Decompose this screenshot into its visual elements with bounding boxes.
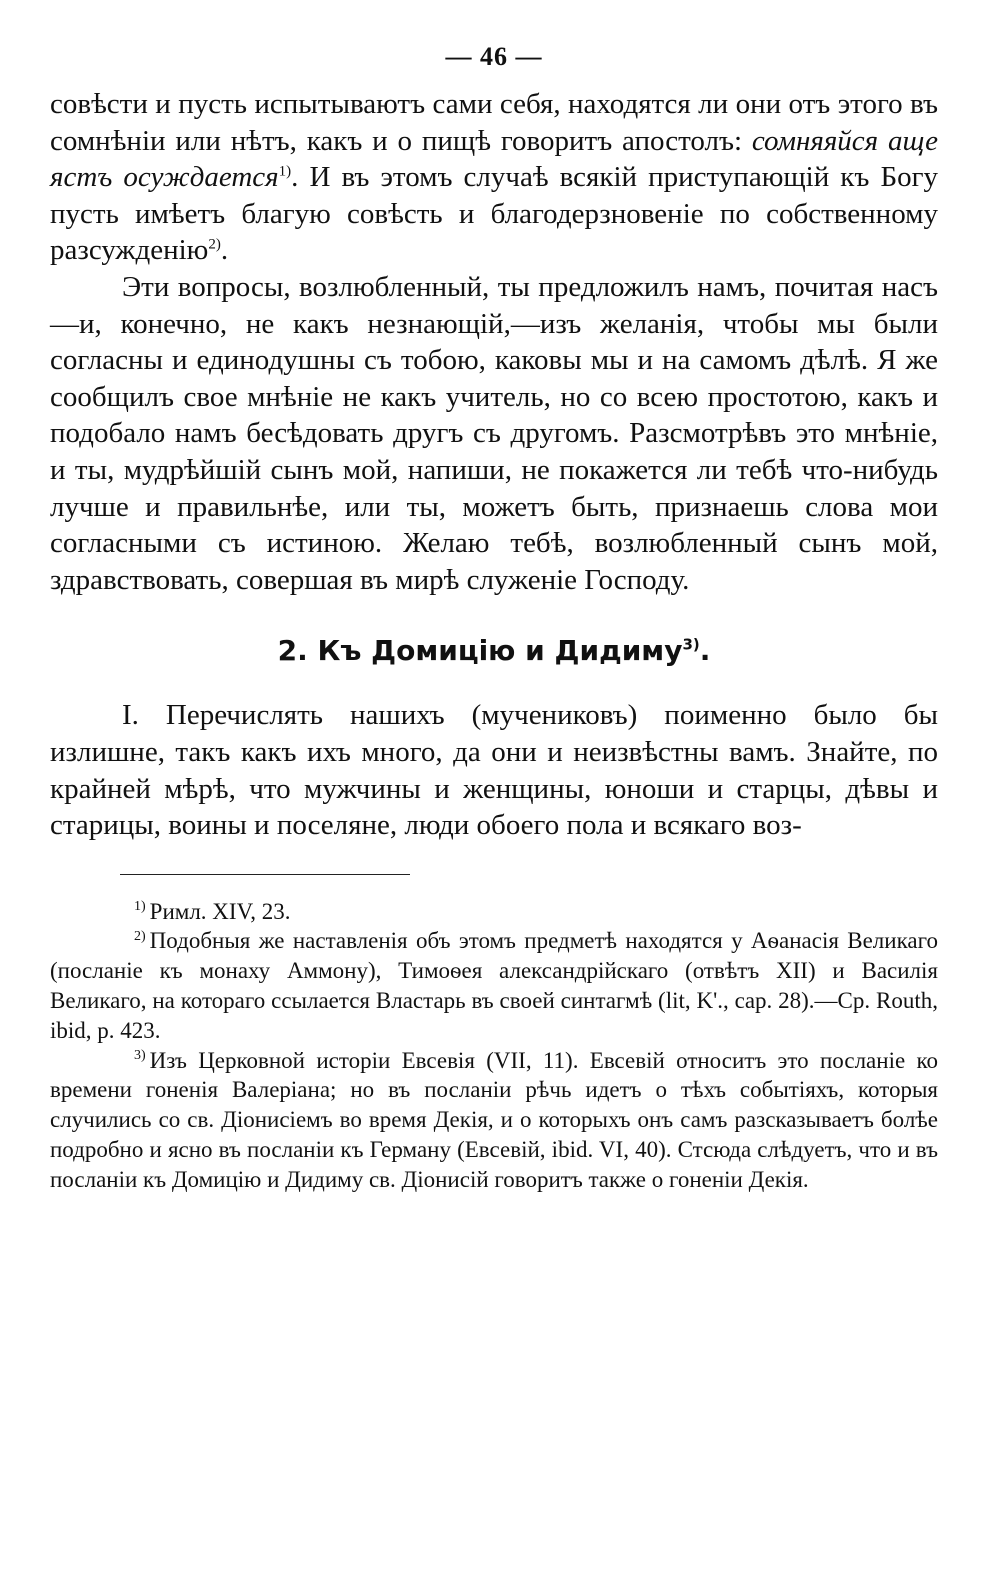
- section-heading: [50, 634, 938, 667]
- footnote-mark: 2): [134, 928, 146, 944]
- paragraph-letter-closing: Эти вопросы, возлюбленный, ты предложилъ намъ, почитая насъ—и, конечно, не какъ незнающій,—изъ желанія, чтобы мы были согласны и единодушны съ тобою, каковы мы и на самомъ дѣлѣ. Я же сообщилъ свое мнѣніе не какъ учитель, но со всею простотою, какъ и подобало намъ бесѣдовать другъ съ другомъ. Разсмотрѣвъ это мнѣніе, и ты, мудрѣйшій сынъ мой, напиши, не покажется ли тебѣ что-нибудь лучше и правильнѣе, или ты, можетъ быть, признаешь слова мои согласными съ истиною. Желаю тебѣ, возлюбленный сынъ мой, здравствовать, совершая въ мирѣ служеніе Господу.: [50, 270, 938, 596]
- footnote-text: Римл. XIV, 23.: [149, 898, 291, 924]
- paragraph-text: . И въ этомъ случаѣ всякій приступающій къ Богу пусть имѣетъ благую совѣсть и благодерзновеніе по собственному разсужденію: [50, 161, 938, 267]
- footnote-3: [50, 1046, 938, 1195]
- main-text: [50, 86, 938, 844]
- footnote-ref-2[interactable]: 2): [208, 236, 221, 253]
- paragraph-text: совѣсти и пусть испытываютъ сами себя, находятся ли они отъ этого въ сомнѣніи или нѣтъ, какъ и о пищѣ говоритъ апостолъ:: [50, 88, 938, 157]
- section-paragraph-1: I. Перечислять нашихъ (мучениковъ) поименно было бы излишне, такъ какъ ихъ много, да они и неизвѣстны вамъ. Знайте, по крайней мѣрѣ, что мужчины и женщины, юноши и старцы, дѣвы и старицы, воины и поселяне, люди обоего пола и всякаго воз-: [50, 699, 938, 842]
- footnote-divider: [120, 874, 410, 875]
- footnote-2: [50, 926, 938, 1045]
- paragraph-continuation: [50, 86, 938, 269]
- footnotes: [50, 897, 938, 1195]
- footnote-mark: 1): [134, 899, 146, 915]
- footnote-ref-3[interactable]: 3): [682, 635, 700, 654]
- footnote-text: Изъ Церковной исторіи Евсевія (VII, 11). Евсевій относитъ это посланіе ко времени гоненія Валеріана; но въ посланіи рѣчь идетъ о тѣхъ событіяхъ, которыя случились со св. Діонисіемъ во время Декія, и о которыхъ онъ самъ разсказываетъ болѣе подробно и ясно въ посланіи къ Герману (Евсевій, ibid. VI, 40). Стсюда слѣдуетъ, что и въ посланіи къ Домицію и Дидиму св. Діонисій говоритъ также о гоненіи Декія.: [50, 1047, 938, 1192]
- footnote-ref-1[interactable]: 1): [278, 163, 292, 180]
- section-heading-punct: .: [699, 634, 711, 668]
- paragraph-text: .: [220, 234, 229, 267]
- footnote-1: [50, 897, 938, 927]
- footnote-mark: 3): [134, 1048, 146, 1064]
- section-heading-text: 2. Къ Домицію и Дидиму: [277, 634, 683, 668]
- footnote-text: Подобныя же наставленія объ этомъ предметѣ находятся у Аѳанасія Великаго (посланіе къ монаху Аммону), Тимоѳея александрійскаго (отвѣтъ XII) и Василія Великаго, на котораго ссылается Властарь въ своей синтагмѣ (lit, K'., cap. 28).—Cp. Routh, ibid, p. 423.: [50, 928, 938, 1043]
- scripture-quote: сомняяйся аще ястъ осуждается: [50, 124, 938, 194]
- page-number: — 46 —: [445, 42, 543, 71]
